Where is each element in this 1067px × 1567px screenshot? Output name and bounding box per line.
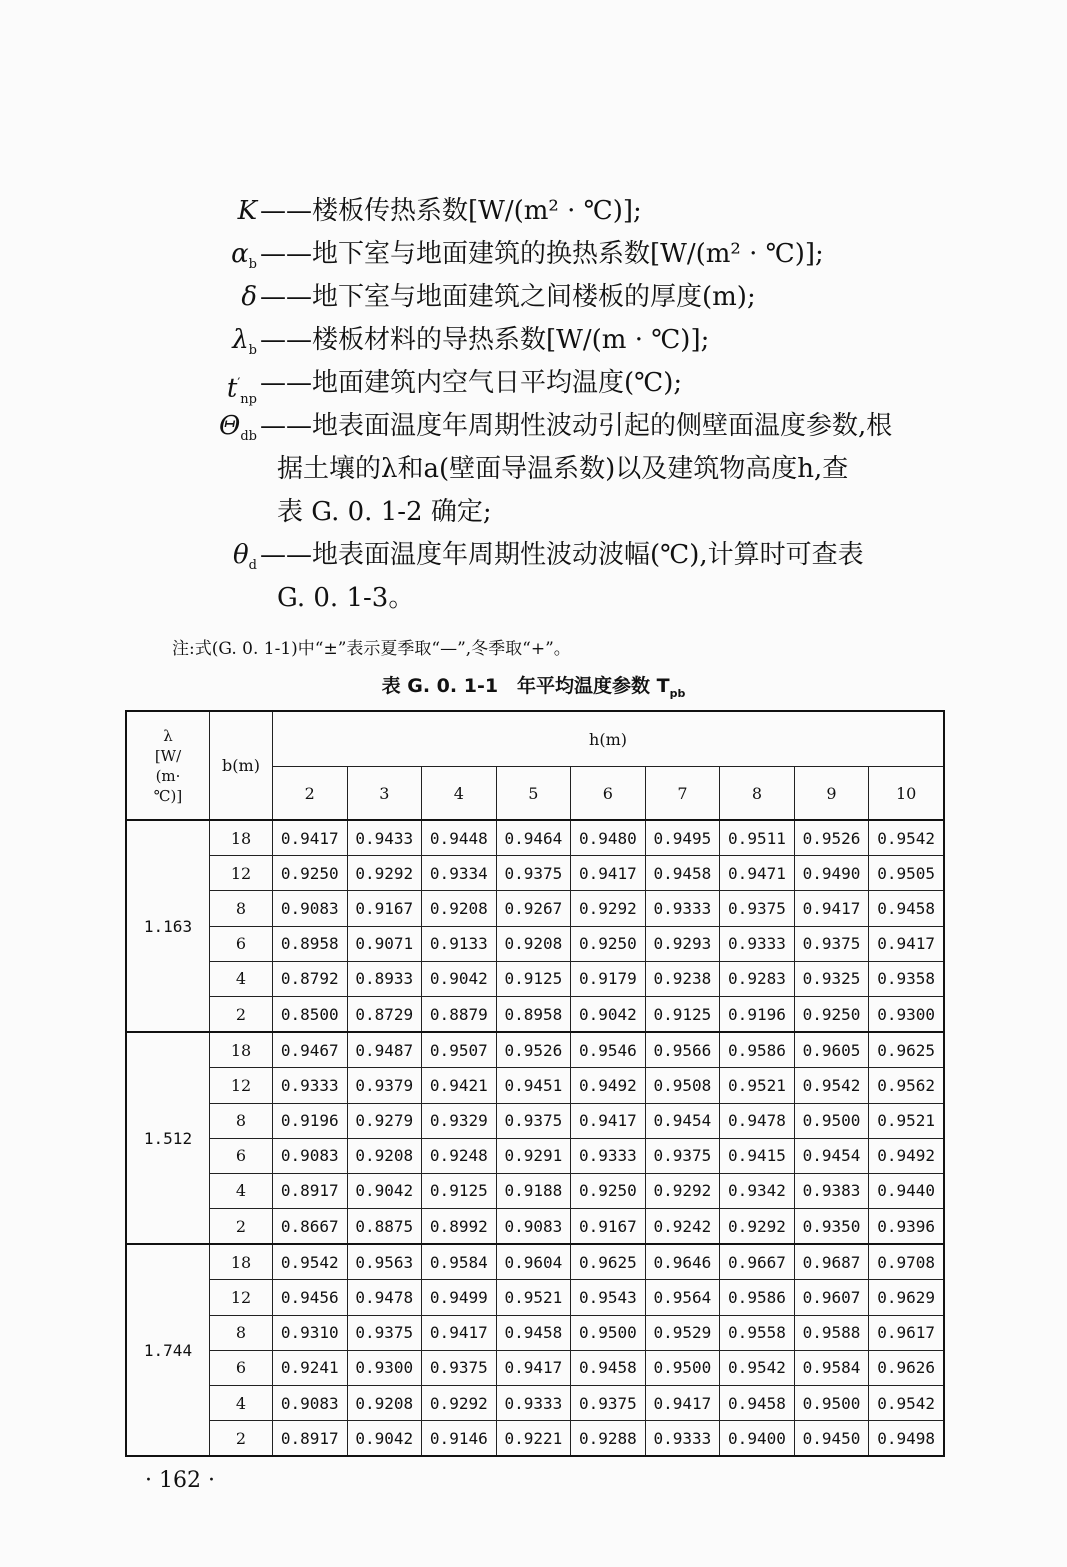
value-cell: 0.8933: [347, 961, 422, 996]
lambda-header: [126, 711, 210, 820]
h-column-header: 3: [347, 767, 422, 821]
definition-row: [160, 276, 960, 319]
value-cell: 0.9558: [720, 1315, 795, 1350]
table-row: [126, 856, 944, 891]
value-cell: 0.9492: [869, 1138, 944, 1173]
table-note: 注:式(G. 0. 1-1)中“±”表示夏季取“—”,冬季取“+”。: [172, 639, 571, 659]
value-cell: 0.9586: [720, 1280, 795, 1315]
value-cell: 0.9196: [273, 1103, 348, 1138]
value-cell: 0.9584: [422, 1244, 497, 1280]
value-cell: 0.9146: [422, 1421, 497, 1457]
value-cell: 0.9417: [571, 856, 646, 891]
value-cell: 0.8917: [273, 1173, 348, 1208]
b-cell: 8: [210, 1103, 273, 1138]
value-cell: 0.9415: [720, 1138, 795, 1173]
value-cell: 0.9508: [645, 1068, 720, 1103]
h-column-header: 6: [571, 767, 646, 821]
value-cell: 0.9417: [794, 891, 869, 926]
value-cell: 0.8958: [273, 926, 348, 961]
lambda-cell: 1.744: [126, 1244, 210, 1456]
lambda-header-line: (m·: [155, 766, 181, 785]
definition-symbol: K: [237, 196, 257, 226]
definition-row: [160, 362, 960, 405]
value-cell: 0.9500: [645, 1350, 720, 1385]
value-cell: 0.8875: [347, 1209, 422, 1245]
definition-text: ——楼板传热系数[W/(m² · ℃)];: [260, 196, 642, 226]
definition-row: [160, 405, 960, 448]
value-cell: 0.9375: [496, 856, 571, 891]
caption-text: 表 G. 0. 1-1 年平均温度参数 T: [381, 675, 670, 697]
h-column-header: 5: [496, 767, 571, 821]
value-cell: 0.9400: [720, 1421, 795, 1457]
value-cell: 0.9358: [869, 961, 944, 996]
value-cell: 0.9375: [347, 1315, 422, 1350]
value-cell: 0.9564: [645, 1280, 720, 1315]
b-cell: 8: [210, 1315, 273, 1350]
h-header: h(m): [273, 711, 945, 767]
definition-text: ——楼板材料的导热系数[W/(m · ℃)];: [260, 325, 710, 355]
b-cell: 12: [210, 1068, 273, 1103]
value-cell: 0.9529: [645, 1315, 720, 1350]
b-cell: 12: [210, 1280, 273, 1315]
definition-text: ——地下室与地面建筑的换热系数[W/(m² · ℃)];: [260, 239, 824, 269]
value-cell: 0.9342: [720, 1173, 795, 1208]
table-row: [126, 1138, 944, 1173]
value-cell: 0.9588: [794, 1315, 869, 1350]
value-cell: 0.9267: [496, 891, 571, 926]
value-cell: 0.9333: [571, 1138, 646, 1173]
definition-text: ——地表面温度年周期性波动引起的侧壁面温度参数,根: [260, 411, 893, 441]
value-cell: 0.9125: [422, 1173, 497, 1208]
value-cell: 0.9250: [273, 856, 348, 891]
value-cell: 0.9454: [645, 1103, 720, 1138]
value-cell: 0.9500: [794, 1103, 869, 1138]
definition-symbol: $\alpha_b$: [231, 239, 257, 273]
definition-continuation: G. 0. 1-3。: [277, 583, 415, 613]
value-cell: 0.9607: [794, 1280, 869, 1315]
value-cell: 0.8667: [273, 1209, 348, 1245]
value-cell: 0.9433: [347, 820, 422, 856]
value-cell: 0.9042: [422, 961, 497, 996]
b-cell: 4: [210, 961, 273, 996]
value-cell: 0.9451: [496, 1068, 571, 1103]
value-cell: 0.9563: [347, 1244, 422, 1280]
value-cell: 0.9396: [869, 1209, 944, 1245]
b-cell: 6: [210, 926, 273, 961]
value-cell: 0.9292: [720, 1209, 795, 1245]
value-cell: 0.9279: [347, 1103, 422, 1138]
table-row: [126, 1350, 944, 1385]
value-cell: 0.9604: [496, 1244, 571, 1280]
definition-continuation: 表 G. 0. 1-2 确定;: [277, 497, 492, 527]
value-cell: 0.9667: [720, 1244, 795, 1280]
value-cell: 0.9333: [496, 1386, 571, 1421]
value-cell: 0.9083: [273, 1138, 348, 1173]
b-cell: 6: [210, 1138, 273, 1173]
value-cell: 0.9417: [273, 820, 348, 856]
value-cell: 0.9625: [869, 1032, 944, 1068]
b-header: b(m): [210, 711, 273, 820]
value-cell: 0.9526: [496, 1032, 571, 1068]
value-cell: 0.9042: [347, 1173, 422, 1208]
value-cell: 0.9492: [571, 1068, 646, 1103]
value-cell: 0.8917: [273, 1421, 348, 1457]
h-column-header: 9: [794, 767, 869, 821]
b-cell: 8: [210, 891, 273, 926]
table-row: [126, 1032, 944, 1068]
value-cell: 0.9454: [794, 1138, 869, 1173]
value-cell: 0.9625: [571, 1244, 646, 1280]
definition-row: [160, 190, 960, 233]
table-row: [126, 926, 944, 961]
value-cell: 0.9208: [422, 891, 497, 926]
table-row: [126, 1103, 944, 1138]
table-row: [126, 1068, 944, 1103]
value-cell: 0.9208: [347, 1386, 422, 1421]
value-cell: 0.9629: [869, 1280, 944, 1315]
value-cell: 0.9379: [347, 1068, 422, 1103]
value-cell: 0.9310: [273, 1315, 348, 1350]
definition-text: ——地面建筑内空气日平均温度(℃);: [260, 368, 683, 398]
value-cell: 0.9083: [273, 1386, 348, 1421]
value-cell: 0.9421: [422, 1068, 497, 1103]
value-cell: 0.9179: [571, 961, 646, 996]
value-cell: 0.9448: [422, 820, 497, 856]
table-row: [126, 1280, 944, 1315]
value-cell: 0.9456: [273, 1280, 348, 1315]
value-cell: 0.9238: [645, 961, 720, 996]
value-cell: 0.9208: [496, 926, 571, 961]
h-column-header: 10: [869, 767, 944, 821]
lambda-cell: 1.512: [126, 1032, 210, 1244]
value-cell: 0.9375: [720, 891, 795, 926]
value-cell: 0.9292: [347, 856, 422, 891]
value-cell: 0.9083: [496, 1209, 571, 1245]
value-cell: 0.9458: [496, 1315, 571, 1350]
value-cell: 0.9458: [869, 891, 944, 926]
value-cell: 0.9071: [347, 926, 422, 961]
value-cell: 0.9125: [496, 961, 571, 996]
value-cell: 0.9167: [347, 891, 422, 926]
value-cell: 0.9417: [869, 926, 944, 961]
value-cell: 0.9458: [720, 1386, 795, 1421]
value-cell: 0.9292: [571, 891, 646, 926]
table-row: [126, 891, 944, 926]
value-cell: 0.9248: [422, 1138, 497, 1173]
value-cell: 0.9241: [273, 1350, 348, 1385]
value-cell: 0.9333: [273, 1068, 348, 1103]
definition-symbol: δ: [241, 282, 257, 312]
value-cell: 0.9292: [422, 1386, 497, 1421]
value-cell: 0.9250: [571, 1173, 646, 1208]
definition-row: [160, 534, 960, 577]
value-cell: 0.9487: [347, 1032, 422, 1068]
value-cell: 0.9417: [571, 1103, 646, 1138]
value-cell: 0.9293: [645, 926, 720, 961]
b-cell: 18: [210, 1244, 273, 1280]
value-cell: 0.9375: [645, 1138, 720, 1173]
value-cell: 0.9042: [347, 1421, 422, 1457]
table-row: [126, 996, 944, 1032]
definition-row: [160, 233, 960, 276]
table-caption: [0, 671, 1067, 700]
value-cell: 0.9546: [571, 1032, 646, 1068]
h-column-header: 2: [273, 767, 348, 821]
value-cell: 0.9458: [645, 856, 720, 891]
value-cell: 0.9375: [794, 926, 869, 961]
value-cell: 0.9333: [720, 926, 795, 961]
definition-text: ——地表面温度年周期性波动波幅(℃),计算时可查表: [260, 540, 864, 570]
value-cell: 0.9188: [496, 1173, 571, 1208]
h-column-header: 4: [422, 767, 497, 821]
table-row: [126, 1173, 944, 1208]
value-cell: 0.9562: [869, 1068, 944, 1103]
value-cell: 0.9471: [720, 856, 795, 891]
value-cell: 0.9617: [869, 1315, 944, 1350]
value-cell: 0.9521: [720, 1068, 795, 1103]
definition-symbol: $\Theta_{db}$: [219, 411, 257, 445]
value-cell: 0.9333: [645, 1421, 720, 1457]
b-cell: 2: [210, 996, 273, 1032]
value-cell: 0.9292: [645, 1173, 720, 1208]
value-cell: 0.9687: [794, 1244, 869, 1280]
b-cell: 6: [210, 1350, 273, 1385]
definition-continuation: 据土壤的λ和a(壁面导温系数)以及建筑物高度h,查: [277, 454, 849, 484]
b-cell: 18: [210, 820, 273, 856]
value-cell: 0.9250: [571, 926, 646, 961]
value-cell: 0.9542: [869, 820, 944, 856]
value-cell: 0.9511: [720, 820, 795, 856]
temperature-parameter-table: [125, 710, 945, 1457]
definition-symbol: $t'_{np}$: [226, 373, 257, 407]
value-cell: 0.9440: [869, 1173, 944, 1208]
value-cell: 0.9521: [869, 1103, 944, 1138]
value-cell: 0.8792: [273, 961, 348, 996]
definition-row: [160, 319, 960, 362]
value-cell: 0.8729: [347, 996, 422, 1032]
value-cell: 0.9221: [496, 1421, 571, 1457]
value-cell: 0.9042: [571, 996, 646, 1032]
value-cell: 0.9584: [794, 1350, 869, 1385]
value-cell: 0.9417: [422, 1315, 497, 1350]
value-cell: 0.9133: [422, 926, 497, 961]
b-cell: 2: [210, 1421, 273, 1457]
page-number: · 162 ·: [145, 1468, 215, 1493]
value-cell: 0.9291: [496, 1138, 571, 1173]
value-cell: 0.9542: [720, 1350, 795, 1385]
value-cell: 0.9458: [571, 1350, 646, 1385]
value-cell: 0.9334: [422, 856, 497, 891]
value-cell: 0.9375: [571, 1386, 646, 1421]
value-cell: 0.9586: [720, 1032, 795, 1068]
value-cell: 0.9498: [869, 1421, 944, 1457]
value-cell: 0.9500: [794, 1386, 869, 1421]
value-cell: 0.9507: [422, 1032, 497, 1068]
table-row: [126, 820, 944, 856]
value-cell: 0.9646: [645, 1244, 720, 1280]
value-cell: 0.9708: [869, 1244, 944, 1280]
value-cell: 0.9450: [794, 1421, 869, 1457]
value-cell: 0.9543: [571, 1280, 646, 1315]
value-cell: 0.9505: [869, 856, 944, 891]
value-cell: 0.9542: [273, 1244, 348, 1280]
value-cell: 0.9526: [794, 820, 869, 856]
b-cell: 4: [210, 1173, 273, 1208]
value-cell: 0.8958: [496, 996, 571, 1032]
value-cell: 0.9383: [794, 1173, 869, 1208]
lambda-header-line: [W/: [154, 746, 182, 765]
definition-text: ——地下室与地面建筑之间楼板的厚度(m);: [260, 282, 756, 312]
value-cell: 0.9478: [347, 1280, 422, 1315]
b-cell: 4: [210, 1386, 273, 1421]
value-cell: 0.8992: [422, 1209, 497, 1245]
value-cell: 0.9250: [794, 996, 869, 1032]
table-row: [126, 961, 944, 996]
b-cell: 12: [210, 856, 273, 891]
value-cell: 0.9350: [794, 1209, 869, 1245]
value-cell: 0.9375: [422, 1350, 497, 1385]
value-cell: 0.9542: [794, 1068, 869, 1103]
caption-subscript: pb: [669, 686, 686, 700]
definition-symbol: $\theta_d$: [233, 540, 257, 574]
value-cell: 0.9375: [496, 1103, 571, 1138]
b-cell: 18: [210, 1032, 273, 1068]
value-cell: 0.9329: [422, 1103, 497, 1138]
value-cell: 0.9208: [347, 1138, 422, 1173]
value-cell: 0.9300: [869, 996, 944, 1032]
value-cell: 0.9242: [645, 1209, 720, 1245]
table-row: [126, 1209, 944, 1245]
value-cell: 0.8500: [273, 996, 348, 1032]
value-cell: 0.9499: [422, 1280, 497, 1315]
value-cell: 0.9325: [794, 961, 869, 996]
b-cell: 2: [210, 1209, 273, 1245]
value-cell: 0.9500: [571, 1315, 646, 1350]
lambda-cell: 1.163: [126, 820, 210, 1032]
lambda-header-line: ℃)]: [153, 786, 183, 805]
value-cell: 0.9196: [720, 996, 795, 1032]
value-cell: 0.8879: [422, 996, 497, 1032]
value-cell: 0.9125: [645, 996, 720, 1032]
value-cell: 0.9300: [347, 1350, 422, 1385]
value-cell: 0.9464: [496, 820, 571, 856]
value-cell: 0.9283: [720, 961, 795, 996]
h-column-header: 7: [645, 767, 720, 821]
value-cell: 0.9566: [645, 1032, 720, 1068]
table-row: [126, 1421, 944, 1457]
value-cell: 0.9417: [496, 1350, 571, 1385]
value-cell: 0.9490: [794, 856, 869, 891]
h-column-header: 8: [720, 767, 795, 821]
value-cell: 0.9417: [645, 1386, 720, 1421]
value-cell: 0.9478: [720, 1103, 795, 1138]
value-cell: 0.9542: [869, 1386, 944, 1421]
value-cell: 0.9626: [869, 1350, 944, 1385]
value-cell: 0.9083: [273, 891, 348, 926]
value-cell: 0.9605: [794, 1032, 869, 1068]
value-cell: 0.9467: [273, 1032, 348, 1068]
value-cell: 0.9521: [496, 1280, 571, 1315]
value-cell: 0.9333: [645, 891, 720, 926]
value-cell: 0.9167: [571, 1209, 646, 1245]
value-cell: 0.9288: [571, 1421, 646, 1457]
lambda-header-line: λ: [163, 726, 173, 745]
table-row: [126, 1386, 944, 1421]
value-cell: 0.9495: [645, 820, 720, 856]
definition-symbol: $\lambda_b$: [232, 325, 257, 359]
table-row: [126, 1244, 944, 1280]
table-row: [126, 1315, 944, 1350]
symbol-definitions: [160, 190, 960, 620]
value-cell: 0.9480: [571, 820, 646, 856]
